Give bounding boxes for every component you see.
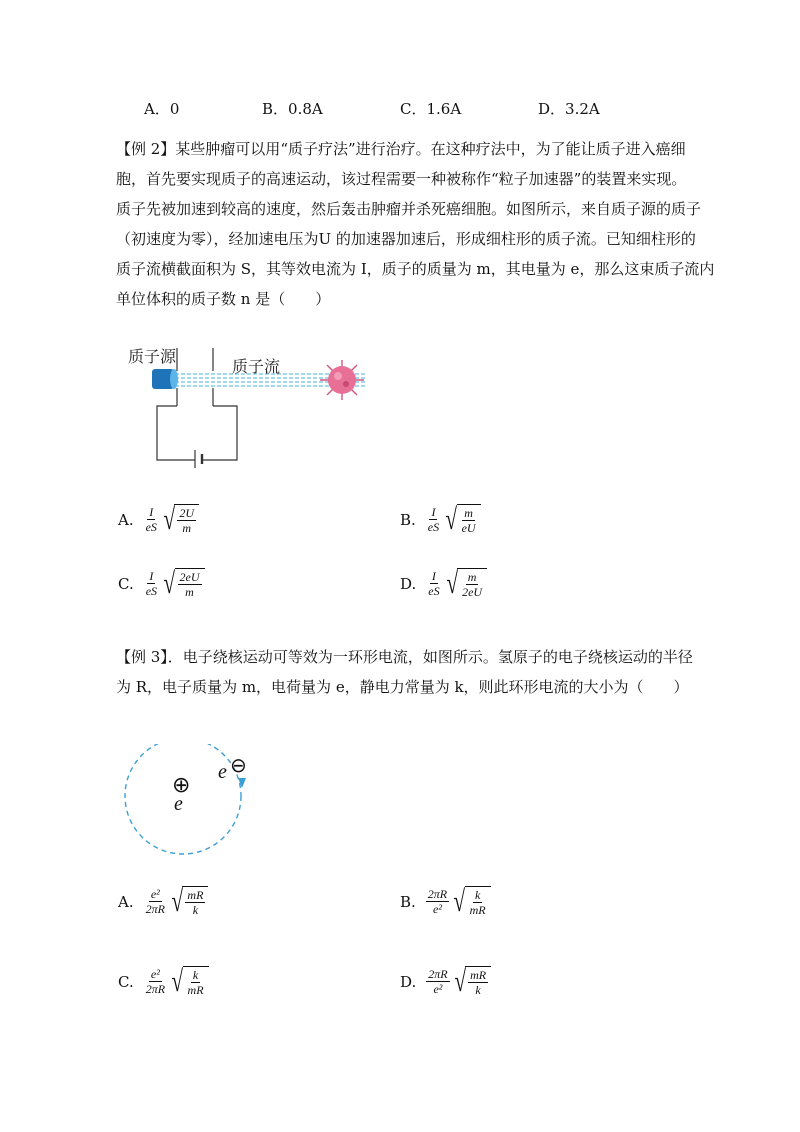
option-letter: B. — [400, 892, 416, 911]
electron-orbit-diagram — [114, 744, 264, 858]
cancer-cell-icon — [320, 360, 364, 400]
fraction: $\frac{I}{eS}$ — [145, 569, 158, 598]
square-root: √ $\frac{k}{mR}$ — [169, 966, 208, 997]
nucleus-icon: ⊕ — [172, 773, 191, 798]
option-letter: C. — [118, 574, 134, 593]
q1-option-b: B．0.8A — [262, 100, 323, 118]
example-3-option-d — [400, 966, 491, 997]
example-2-option-d — [400, 568, 487, 599]
fraction: $\frac{I}{eS}$ — [427, 505, 440, 534]
example-2-line: 【例 2】某些肿瘤可以用“质子疗法”进行治疗。在这种疗法中，为了能让质子进入癌细 — [116, 140, 686, 158]
example-2-line: 单位体积的质子数 n 是（ ） — [116, 290, 331, 308]
square-root: √ $\frac{2eU}{m}$ — [161, 568, 204, 599]
example-3-option-b — [400, 886, 491, 917]
proton-beam-label: 质子流 — [232, 357, 281, 376]
example-3-stem — [116, 642, 693, 702]
square-root: √ $\frac{k}{mR}$ — [451, 886, 490, 917]
fraction: $\frac{I}{eS}$ — [428, 569, 440, 598]
example-2-stem — [116, 134, 714, 314]
square-root: √ $\frac{mR}{k}$ — [169, 886, 208, 917]
option-letter: D. — [400, 972, 417, 991]
nucleus-label: e — [174, 793, 183, 815]
fraction: $\frac{I}{eS}$ — [145, 505, 157, 534]
q1-option-c: C．1.6A — [400, 100, 462, 118]
option-letter: B. — [400, 510, 416, 529]
option-letter: A. — [118, 892, 134, 911]
example-2-line: 质子流横截面积为 S，其等效电流为 I，质子的质量为 m，其电量为 e，那么这束质子流内 — [116, 260, 715, 278]
example-3-option-c — [118, 966, 209, 997]
q1-option-a: A．0 — [144, 100, 180, 118]
proton-accelerator-diagram — [120, 338, 380, 470]
electron-label: e — [218, 761, 227, 783]
square-root: √ $\frac{2U}{m}$ — [161, 504, 199, 535]
example-3-line: 【例 3】．电子绕核运动可等效为一环形电流，如图所示。氢原子的电子绕核运动的半径 — [116, 648, 693, 666]
square-root: √ $\frac{m}{2eU}$ — [444, 568, 487, 599]
square-root: √ $\frac{m}{eU}$ — [443, 504, 480, 535]
direction-arrow-icon — [238, 778, 246, 788]
example-2-line: 胞，首先要实现质子的高速运动，该过程需要一种被称作“粒子加速器”的装置来实现。 — [116, 170, 687, 188]
example-3-line: 为 R，电子质量为 m，电荷量为 e，静电力常量为 k，则此环形电流的大小为（ ） — [116, 678, 689, 696]
q1-option-d: D．3.2A — [538, 100, 600, 118]
fraction: $\frac{2\pi R}{\text{e²}}$ — [428, 967, 448, 996]
example-2-option-c — [118, 568, 205, 599]
electron-icon: ⊖ — [230, 753, 247, 777]
square-root: √ $\frac{mR}{k}$ — [452, 966, 491, 997]
fraction: $\frac{\text{e²}}{2\pi R}$ — [145, 887, 165, 916]
option-letter: C. — [118, 972, 134, 991]
proton-source-label: 质子源 — [128, 347, 177, 366]
option-letter: A. — [118, 510, 134, 529]
fraction: $\frac{2\pi R}{\text{e²}}$ — [427, 887, 448, 916]
example-2-line: 质子先被加速到较高的速度，然后轰击肿瘤并杀死癌细胞。如图所示，来自质子源的质子 — [116, 200, 702, 218]
example-2-line: （初速度为零），经加速电压为U 的加速器加速后，形成细柱形的质子流。已知细柱形的 — [116, 230, 696, 248]
fraction: $\frac{\text{e²}}{2\pi R}$ — [145, 967, 166, 996]
example-3-option-a — [118, 886, 208, 917]
option-letter: D. — [400, 574, 417, 593]
example-2-option-b — [400, 504, 481, 535]
example-2-option-a — [118, 504, 199, 535]
